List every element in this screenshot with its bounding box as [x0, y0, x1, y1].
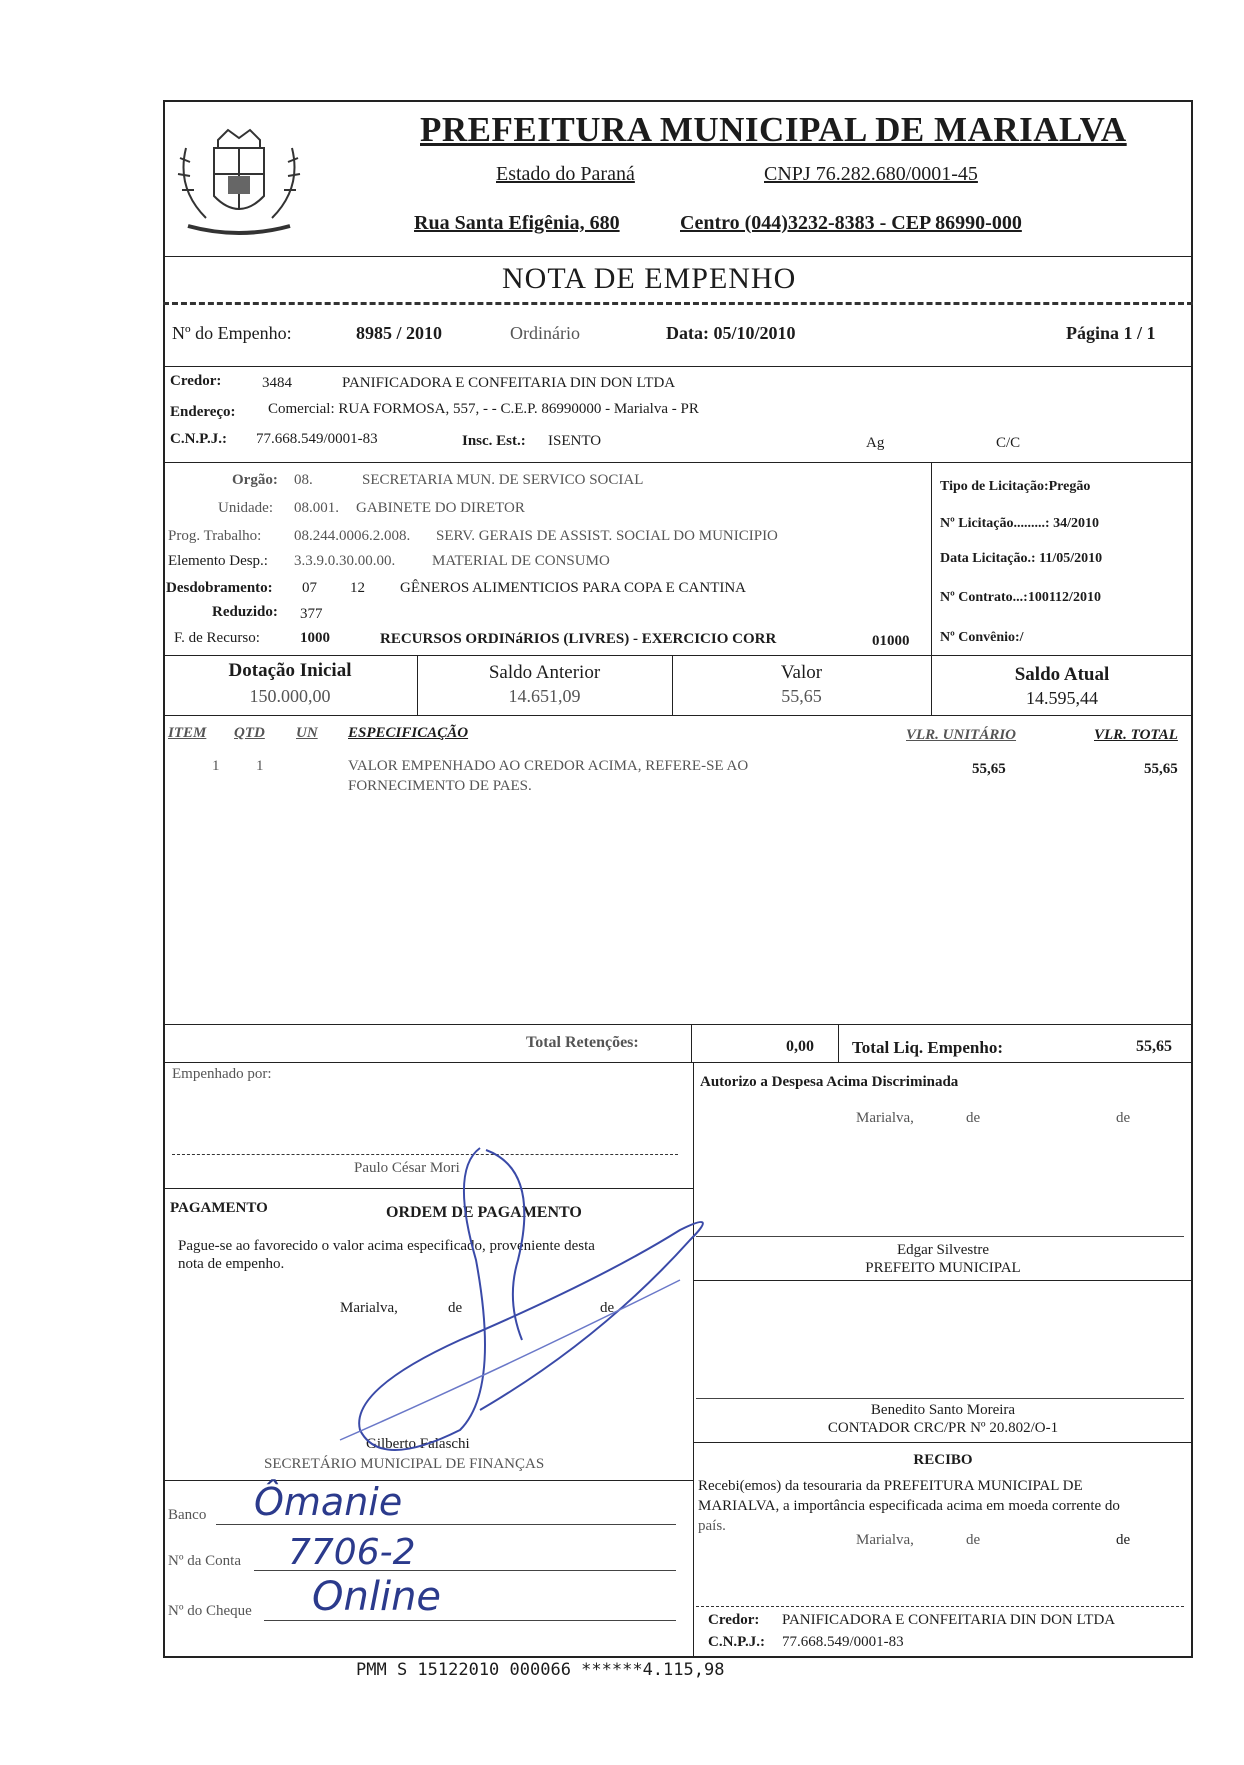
- credor-cnpj: 77.668.549/0001-83: [256, 431, 378, 447]
- credor-address: Comercial: RUA FORMOSA, 557, - - C.E.P. 86990000 - Marialva - PR: [268, 401, 699, 417]
- address-label: Rua Santa Efigênia, 680: [414, 212, 620, 234]
- reduzido-label: Reduzido:: [212, 604, 278, 620]
- divider: [163, 462, 1193, 463]
- insc-label: Insc. Est.:: [462, 433, 526, 449]
- recurso-num: 01000: [872, 633, 910, 649]
- col-un: UN: [296, 725, 318, 741]
- credor-label: Credor:: [170, 373, 222, 389]
- empenho-number: 8985 / 2010: [356, 323, 443, 343]
- unidade-code: 08.001.: [294, 500, 339, 516]
- licitacao-contrato: Nº Contrato...:100112/2010: [940, 590, 1101, 605]
- de-label: de: [966, 1532, 981, 1548]
- autorizo-label: Autorizo a Despesa Acima Discriminada: [700, 1074, 959, 1090]
- signature-line: [696, 1606, 1184, 1607]
- banco-label: Banco: [168, 1507, 207, 1523]
- valor-value: 55,65: [781, 686, 822, 706]
- address-field-label: Endereço:: [170, 404, 236, 420]
- divider: [163, 302, 1193, 305]
- unidade-label: Unidade:: [218, 500, 273, 516]
- saldo-atual-label: Saldo Atual: [1014, 664, 1110, 685]
- footer-stamp: PMM S 15122010 000066 ******4.115,98: [356, 1660, 725, 1680]
- divider: [163, 1480, 693, 1481]
- divider: [163, 256, 1193, 257]
- divider: [838, 1024, 839, 1062]
- recibo-line2: MARIALVA, a importância especificada acima em moeda corrente do: [698, 1498, 1120, 1514]
- divider: [163, 1062, 1193, 1063]
- empenhado-label: Empenhado por:: [172, 1066, 272, 1082]
- recibo-line1: Recebi(emos) da tesouraria da PREFEITURA MUNICIPAL DE: [698, 1478, 1083, 1494]
- saldo-anterior-label: Saldo Anterior: [488, 662, 601, 683]
- item-number: 1: [212, 758, 220, 774]
- cnpj-label: CNPJ 76.282.680/0001-45: [764, 163, 978, 185]
- recibo-cnpj-label: C.N.P.J.:: [708, 1634, 765, 1650]
- prog-desc: SERV. GERAIS DE ASSIST. SOCIAL DO MUNICIPIO: [436, 528, 778, 544]
- reduzido-value: 377: [300, 606, 323, 622]
- item-espec-line2: FORNECIMENTO DE PAES.: [348, 778, 532, 794]
- de-label: de: [1116, 1532, 1131, 1548]
- col-vlr-unitario: VLR. UNITÁRIO: [906, 727, 1017, 743]
- saldo-atual-value: 14.595,44: [1026, 688, 1098, 708]
- contador-title: CONTADOR CRC/PR Nº 20.802/O-1: [827, 1420, 1059, 1436]
- recibo-credor-label: Credor:: [708, 1612, 760, 1628]
- conta-handwriting: 7706-2: [288, 1532, 416, 1573]
- desdob-label: Desdobramento:: [166, 580, 273, 596]
- orgao-desc: SECRETARIA MUN. DE SERVICO SOCIAL: [362, 472, 644, 488]
- recibo-credor-name: PANIFICADORA E CONFEITARIA DIN DON LTDA: [782, 1612, 1116, 1628]
- licitacao-convenio: Nº Convênio:/: [940, 630, 1024, 645]
- saldo-anterior-value: 14.651,09: [508, 686, 581, 706]
- retencoes-value: 0,00: [786, 1038, 814, 1055]
- licitacao-tipo: Tipo de Licitação:Pregão: [940, 479, 1091, 494]
- banco-field[interactable]: [216, 1524, 676, 1525]
- cheque-label: Nº do Cheque: [168, 1603, 252, 1619]
- dotacao-label: Dotação Inicial: [228, 660, 352, 681]
- cheque-handwriting: Online: [312, 1574, 442, 1620]
- orgao-code: 08.: [294, 472, 313, 488]
- col-qtd: QTD: [234, 725, 265, 741]
- dotacao-value: 150.000,00: [249, 686, 331, 706]
- item-espec-line1: VALOR EMPENHADO AO CREDOR ACIMA, REFERE-SE AO: [348, 758, 749, 774]
- page-number: Página 1 / 1: [1066, 323, 1156, 343]
- document-title: NOTA DE EMPENHO: [502, 262, 797, 295]
- divider: [693, 1442, 1193, 1443]
- recurso-desc: RECURSOS ORDINáRIOS (LIVRES) - EXERCICIO CORR: [380, 631, 777, 647]
- empenho-number-label: Nº do Empenho:: [172, 323, 292, 343]
- insc-value: ISENTO: [548, 433, 602, 449]
- liquido-value: 55,65: [1136, 1038, 1172, 1055]
- prog-code: 08.244.0006.2.008.: [294, 528, 411, 544]
- retencoes-label: Total Retenções:: [526, 1034, 639, 1051]
- col-item: ITEM: [168, 725, 207, 741]
- contact-label: Centro (044)3232-8383 - CEP 86990-000: [680, 212, 1022, 234]
- pague-text-line2: nota de empenho.: [178, 1256, 285, 1272]
- divider: [163, 715, 1193, 716]
- divider: [163, 366, 1193, 367]
- page-title: PREFEITURA MUNICIPAL DE MARIALVA: [420, 110, 1127, 149]
- recibo-cnpj-value: 77.668.549/0001-83: [782, 1634, 904, 1650]
- de-label: de: [600, 1300, 615, 1316]
- liquido-label: Total Liq. Empenho:: [852, 1038, 1003, 1057]
- conta-label: Nº da Conta: [168, 1553, 241, 1569]
- signature-scribble-icon: [300, 1140, 720, 1460]
- ordem-pagamento-label: ORDEM DE PAGAMENTO: [386, 1204, 582, 1221]
- licitacao-data: Data Licitação.: 11/05/2010: [940, 551, 1103, 566]
- item-qtd: 1: [256, 758, 264, 774]
- de-label: de: [966, 1110, 981, 1126]
- cheque-field[interactable]: [264, 1620, 676, 1621]
- pague-text-line1: Pague-se ao favorecido o valor acima especificado, proveniente desta: [178, 1238, 595, 1254]
- secretario-name: Gilberto Falaschi: [366, 1436, 470, 1452]
- divider: [163, 655, 1193, 656]
- marialva-label: Marialva,: [340, 1300, 398, 1316]
- recibo-title: RECIBO: [913, 1452, 973, 1468]
- state-label: Estado do Paraná: [496, 163, 635, 185]
- desdob-b: 12: [350, 580, 365, 596]
- coat-of-arms-icon: [166, 118, 312, 246]
- item-vlr-total: 55,65: [1144, 761, 1178, 777]
- recibo-line3: país.: [698, 1518, 726, 1534]
- elemento-code: 3.3.9.0.30.00.00.: [294, 553, 396, 569]
- col-especificacao: ESPECIFICAÇÃO: [348, 725, 469, 741]
- empenhado-name: Paulo César Mori: [354, 1160, 460, 1176]
- contador-name: Benedito Santo Moreira: [870, 1402, 1016, 1418]
- item-vlr-unitario: 55,65: [972, 761, 1006, 777]
- credor-name: PANIFICADORA E CONFEITARIA DIN DON LTDA: [342, 375, 676, 391]
- banco-handwriting: Ômanie: [254, 1480, 403, 1524]
- elemento-label: Elemento Desp.:: [168, 553, 268, 569]
- pagamento-label: PAGAMENTO: [170, 1200, 268, 1216]
- de-label: de: [448, 1300, 463, 1316]
- credor-cnpj-label: C.N.P.J.:: [170, 431, 227, 447]
- marialva-label: Marialva,: [856, 1532, 914, 1548]
- prefeito-name: Edgar Silvestre: [896, 1242, 990, 1258]
- elemento-desc: MATERIAL DE CONSUMO: [432, 553, 610, 569]
- divider: [691, 1024, 692, 1062]
- empenho-date: Data: 05/10/2010: [666, 323, 796, 343]
- prog-label: Prog. Trabalho:: [168, 528, 262, 544]
- secretario-title: SECRETÁRIO MUNICIPAL DE FINANÇAS: [264, 1456, 545, 1472]
- desdob-a: 07: [302, 580, 317, 596]
- divider: [163, 1024, 1193, 1025]
- divider: [931, 462, 932, 655]
- credor-code: 3484: [262, 375, 292, 391]
- prefeito-title: PREFEITO MUNICIPAL: [865, 1260, 1021, 1276]
- unidade-desc: GABINETE DO DIRETOR: [356, 500, 525, 516]
- desdob-desc: GÊNEROS ALIMENTICIOS PARA COPA E CANTINA: [400, 580, 747, 596]
- divider: [693, 1280, 1193, 1281]
- signature-line: [696, 1236, 1184, 1237]
- ag-label: Ag: [866, 435, 885, 451]
- signature-line: [696, 1398, 1184, 1399]
- marialva-label: Marialva,: [856, 1110, 914, 1126]
- col-vlr-total: VLR. TOTAL: [1094, 727, 1178, 743]
- licitacao-numero: Nº Licitação.........: 34/2010: [940, 516, 1099, 531]
- valor-label: Valor: [780, 662, 823, 683]
- de-label: de: [1116, 1110, 1131, 1126]
- empenho-type: Ordinário: [510, 323, 580, 343]
- recurso-label: F. de Recurso:: [174, 630, 260, 646]
- recurso-code: 1000: [300, 630, 330, 646]
- orgao-label: Orgão:: [232, 472, 278, 488]
- cc-label: C/C: [996, 435, 1021, 451]
